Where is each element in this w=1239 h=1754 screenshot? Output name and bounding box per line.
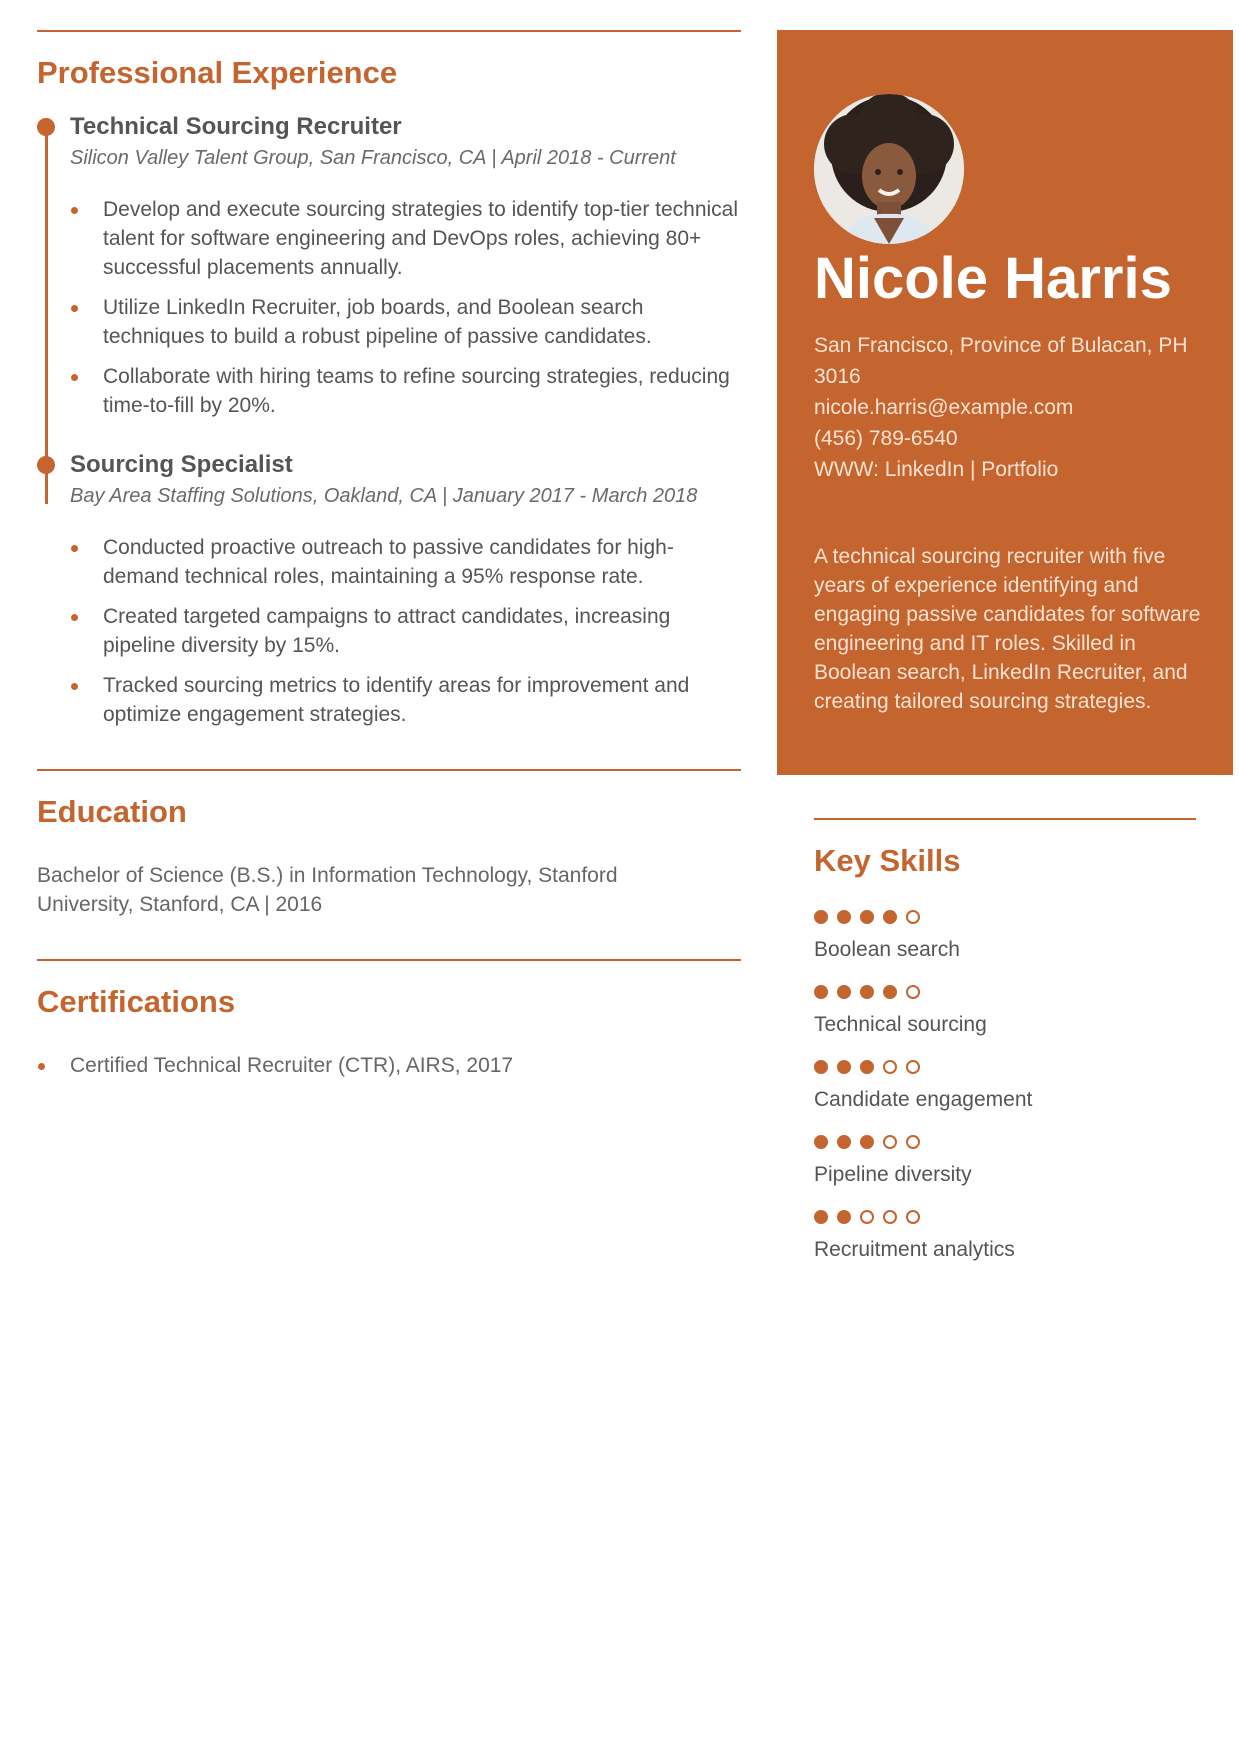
timeline-dot-icon xyxy=(37,118,55,136)
rating-filled-icon xyxy=(814,985,828,999)
email-link[interactable]: nicole.harris@example.com xyxy=(814,396,1074,419)
rating-filled-icon xyxy=(814,910,828,924)
education-section xyxy=(37,769,741,919)
skill-rating xyxy=(814,1208,1196,1226)
list-item xyxy=(70,671,743,729)
rating-empty-icon xyxy=(883,1060,897,1074)
skill-rating xyxy=(814,1133,1196,1151)
rating-filled-icon xyxy=(837,910,851,924)
rating-empty-icon xyxy=(906,1210,920,1224)
rating-empty-icon xyxy=(883,1135,897,1149)
section-divider xyxy=(37,959,741,961)
rating-empty-icon xyxy=(906,985,920,999)
bullet-text: Collaborate with hiring teams to refine sourcing strategies, reducing time-to-fill by 20%. xyxy=(103,365,730,417)
list-item xyxy=(37,1051,741,1080)
skill-rating xyxy=(814,908,1196,926)
job-company-dates: Bay Area Staffing Solutions, Oakland, CA | January 2017 - March 2018 xyxy=(70,485,698,507)
list-item xyxy=(70,293,743,351)
bullet-icon xyxy=(71,545,78,552)
contact-info xyxy=(814,330,1214,485)
experience-timeline xyxy=(37,112,741,729)
candidate-name: Nicole Harris xyxy=(814,246,1172,311)
rating-filled-icon xyxy=(814,1210,828,1224)
skill-name: Recruitment analytics xyxy=(814,1238,1015,1261)
profile-panel xyxy=(777,30,1233,775)
rating-filled-icon xyxy=(837,1060,851,1074)
skill-item xyxy=(814,1133,1196,1189)
bullet-text: Conducted proactive outreach to passive candidates for high-demand technical roles, maintaining a 95% response rate. xyxy=(103,536,674,588)
rating-filled-icon xyxy=(837,1210,851,1224)
skill-item xyxy=(814,1208,1196,1264)
education-text: Bachelor of Science (B.S.) in Information Technology, Stanford University, Stanford, CA | 2016 xyxy=(37,864,618,916)
timeline-line xyxy=(45,122,48,504)
bullet-text: Tracked sourcing metrics to identify areas for improvement and optimize engagement strategies. xyxy=(103,674,690,726)
skill-rating xyxy=(814,983,1196,1001)
list-item xyxy=(70,533,743,591)
skill-name: Candidate engagement xyxy=(814,1088,1033,1111)
job-entry xyxy=(70,112,741,420)
rating-filled-icon xyxy=(837,985,851,999)
skill-rating xyxy=(814,1058,1196,1076)
address-text: San Francisco, Province of Bulacan, PH 3016 xyxy=(814,334,1188,388)
job-bullets xyxy=(70,195,741,420)
profile-summary: A technical sourcing recruiter with five years of experience identifying and engaging passive candidates for software engineering and IT roles. Skilled in Boolean search, LinkedIn Recruiter, and creating tailored sourcing strategies. xyxy=(814,545,1201,713)
experience-heading: Professional Experience xyxy=(37,55,398,90)
bullet-icon xyxy=(71,207,78,214)
certifications-section xyxy=(37,959,741,1080)
skill-name: Boolean search xyxy=(814,938,960,961)
skill-name: Pipeline diversity xyxy=(814,1163,972,1186)
skills-list xyxy=(814,908,1196,1264)
job-bullets xyxy=(70,533,741,729)
rating-filled-icon xyxy=(837,1135,851,1149)
rating-empty-icon xyxy=(906,910,920,924)
rating-filled-icon xyxy=(814,1060,828,1074)
section-divider xyxy=(814,818,1196,820)
section-divider xyxy=(37,30,741,32)
bullet-icon xyxy=(71,374,78,381)
bullet-icon xyxy=(71,305,78,312)
rating-filled-icon xyxy=(860,910,874,924)
rating-filled-icon xyxy=(883,910,897,924)
list-item xyxy=(70,195,743,282)
rating-filled-icon xyxy=(814,1135,828,1149)
rating-filled-icon xyxy=(860,1060,874,1074)
avatar xyxy=(814,94,964,244)
education-heading: Education xyxy=(37,794,187,829)
bullet-text: Created targeted campaigns to attract candidates, increasing pipeline diversity by 15%. xyxy=(103,605,671,657)
skill-item xyxy=(814,1058,1196,1114)
section-divider xyxy=(37,769,741,771)
bullet-text: Develop and execute sourcing strategies to identify top-tier technical talent for software engineering and DevOps roles, achieving 80+ successful placements annually. xyxy=(103,198,739,279)
rating-empty-icon xyxy=(906,1135,920,1149)
person-portrait-icon xyxy=(814,94,964,244)
web-links[interactable]: WWW: LinkedIn | Portfolio xyxy=(814,458,1059,481)
list-item xyxy=(70,362,743,420)
certifications-heading: Certifications xyxy=(37,984,236,1019)
bullet-icon xyxy=(71,683,78,690)
rating-empty-icon xyxy=(906,1060,920,1074)
bullet-text: Utilize LinkedIn Recruiter, job boards, and Boolean search techniques to build a robust pipeline of passive candidates. xyxy=(103,296,652,348)
skill-item xyxy=(814,908,1196,964)
rating-filled-icon xyxy=(860,985,874,999)
bullet-icon xyxy=(71,614,78,621)
certifications-list xyxy=(37,1051,741,1080)
job-title: Technical Sourcing Recruiter xyxy=(70,113,402,140)
phone-text: (456) 789-6540 xyxy=(814,427,958,450)
job-company-dates: Silicon Valley Talent Group, San Francisco, CA | April 2018 - Current xyxy=(70,147,676,169)
bullet-icon xyxy=(38,1063,45,1070)
list-item xyxy=(70,602,743,660)
rating-empty-icon xyxy=(883,1210,897,1224)
certification-text: Certified Technical Recruiter (CTR), AIRS, 2017 xyxy=(70,1054,514,1077)
skills-heading: Key Skills xyxy=(814,843,961,878)
job-entry xyxy=(70,450,741,729)
job-title: Sourcing Specialist xyxy=(70,451,293,478)
main-column xyxy=(37,30,741,1080)
skill-item xyxy=(814,983,1196,1039)
rating-filled-icon xyxy=(883,985,897,999)
timeline-dot-icon xyxy=(37,456,55,474)
skills-section xyxy=(814,818,1196,1283)
rating-filled-icon xyxy=(860,1135,874,1149)
rating-empty-icon xyxy=(860,1210,874,1224)
skill-name: Technical sourcing xyxy=(814,1013,987,1036)
